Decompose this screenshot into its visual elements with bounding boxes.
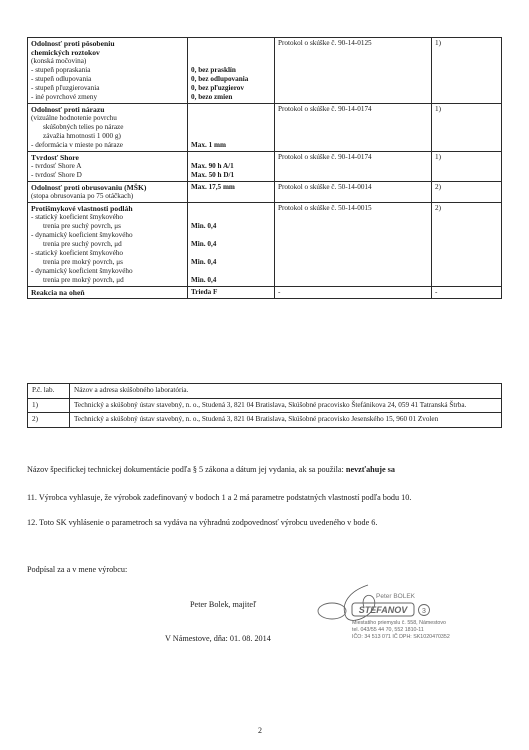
value-spacer: [191, 57, 271, 66]
property-label: - iné povrchové zmeny: [31, 93, 98, 101]
property-row: [28, 38, 502, 104]
property-value: Max. 17,5 mm: [191, 183, 235, 191]
property-label: - tvrdosť Shore A: [31, 162, 82, 170]
value-spacer: [191, 204, 271, 213]
stamp-graphic: [310, 583, 475, 645]
test-report-ref: Protokol o skúške č. 90-14-0125: [275, 38, 432, 104]
test-report-ref: Protokol o skúške č. 50-14-0014: [275, 182, 432, 203]
property-name-cell: [28, 203, 188, 287]
property-value: Min. 0,4: [191, 240, 217, 248]
spec-doc-text: Názov špecifickej technickej dokumentácie podľa § 5 zákona a dátum jej vydania, ak sa použila:: [27, 465, 346, 474]
property-label: Odolnosť proti pôsobeniu: [31, 39, 115, 48]
value-spacer: [191, 249, 271, 258]
lab-note: 2): [432, 182, 502, 203]
property-value: Min. 0,4: [191, 222, 217, 230]
labs-row-num: 2): [28, 413, 70, 428]
stamp-line: tel. 043/55 44 70, 552 1810-11: [352, 627, 424, 633]
labs-row-num: 1): [28, 398, 70, 413]
property-label: - deformácia v mieste po náraze: [31, 141, 123, 149]
value-spacer: [191, 132, 271, 141]
test-report-ref: Protokol o skúške č. 90-14-0174: [275, 104, 432, 152]
property-label: (vizuálne hodnotenie povrchu: [31, 114, 117, 122]
value-spacer: [191, 213, 271, 222]
property-label: trenia pre suchý povrch, μd: [43, 240, 122, 248]
property-row: [28, 287, 502, 299]
property-value: Max. 50 h D/1: [191, 171, 235, 179]
property-row: [28, 203, 502, 287]
property-value: Max. 1 mm: [191, 141, 226, 149]
property-value-cell: [188, 104, 275, 152]
lab-note: -: [432, 287, 502, 299]
property-label: Odolnosť proti nárazu: [31, 105, 105, 114]
test-report-ref: Protokol o skúške č. 50-14-0015: [275, 203, 432, 287]
property-label: - statický koeficient šmykového: [31, 249, 124, 257]
property-label: - dynamický koeficient šmykového: [31, 267, 133, 275]
spec-doc-value: nevzťahuje sa: [345, 465, 395, 474]
property-label: trenia pre suchý povrch, μs: [43, 222, 121, 230]
property-label: (konská močovina): [31, 57, 87, 65]
declaration-paragraph-12: 12. Toto SK vyhlásenie o parametroch sa vydáva na výhradnú zodpovednosť výrobcu uvedeného v bode 6.: [27, 518, 378, 527]
signed-for-label: Podpísal za a v mene výrobcu:: [27, 565, 128, 574]
property-label: trenia pre mokrý povrch, μd: [43, 276, 124, 284]
value-spacer: [191, 267, 271, 276]
lab-note: 1): [432, 38, 502, 104]
stamp-owner: Peter BOLEK: [376, 593, 416, 600]
lab-note: 2): [432, 203, 502, 287]
property-value-cell: [188, 203, 275, 287]
place-and-date: V Námestove, dňa: 01. 08. 2014: [165, 634, 271, 643]
labs-row-name: Technický a skúšobný ústav stavebný, n. o., Studená 3, 821 04 Bratislava, Skúšobné pracovisko Jesenského 15, 960 01 Zvolen: [70, 413, 502, 428]
labs-header-name: Názov a adresa skúšobného laboratória.: [70, 384, 502, 399]
property-label: skúšobných telies po náraze: [43, 123, 124, 131]
value-spacer: [191, 231, 271, 240]
value-spacer: [191, 105, 271, 114]
test-report-ref: Protokol o skúške č. 90-14-0174: [275, 152, 432, 182]
property-name-cell: [28, 104, 188, 152]
property-label: závažia hmotnosti 1 000 g): [43, 132, 121, 140]
lab-note: 1): [432, 152, 502, 182]
property-name-cell: [28, 152, 188, 182]
company-stamp: [310, 583, 475, 645]
test-report-ref: -: [275, 287, 432, 299]
value-spacer: [191, 48, 271, 57]
property-label: Reakcia na oheň: [31, 288, 85, 297]
property-label: - tvrdosť Shore D: [31, 171, 82, 179]
stamp-brand: STEFANOV: [358, 605, 408, 615]
declaration-paragraph-11: 11. Výrobca vyhlasuje, že výrobok zadefinovaný v bodoch 1 a 2 má parametre podstatných vlastností podľa bodu 10.: [27, 493, 412, 502]
property-name-cell: [28, 287, 188, 299]
property-label: - statický koeficient šmykového: [31, 213, 124, 221]
property-value: 0, bez odlupovania: [191, 75, 249, 83]
property-label: trenia pre mokrý povrch, μs: [43, 258, 123, 266]
property-label: - stupeň odlupovania: [31, 75, 92, 83]
property-value-cell: [188, 152, 275, 182]
property-value: Min. 0,4: [191, 258, 217, 266]
stamp-line: Miestatiho priemyslu č. 558, Námestovo: [352, 620, 446, 626]
property-label: - dynamický koeficient šmykového: [31, 231, 133, 239]
value-spacer: [191, 153, 271, 162]
property-value: Max. 90 h A/1: [191, 162, 234, 170]
value-spacer: [191, 114, 271, 123]
property-row: [28, 182, 502, 203]
value-spacer: [191, 192, 271, 201]
stamp-line: IČO: 34 513 071 IČ DPH: SK1020470352: [352, 634, 450, 640]
labs-row: [28, 398, 502, 413]
labs-header-num: P.č. lab.: [28, 384, 70, 399]
lab-note: 1): [432, 104, 502, 152]
labs-row-name: Technický a skúšobný ústav stavebný, n. o., Studená 3, 821 04 Bratislava, Skúšobné pracovisko Štefánikova 24, 059 41 Tatranská Štrba.: [70, 398, 502, 413]
property-label: Protišmykové vlastnosti podláh: [31, 204, 133, 213]
property-label: Tvrdosť Shore: [31, 153, 79, 162]
property-row: [28, 152, 502, 182]
property-name-cell: [28, 38, 188, 104]
property-value: 0, bezo zmien: [191, 93, 233, 101]
property-value: 0, bez pľuzgierov: [191, 84, 244, 92]
property-value-cell: [188, 182, 275, 203]
property-label: - stupeň pľuzgierovania: [31, 84, 100, 92]
labs-row: [28, 413, 502, 428]
value-spacer: [191, 39, 271, 48]
property-value: Min. 0,4: [191, 276, 217, 284]
labs-header-row: [28, 384, 502, 399]
properties-table: [27, 37, 502, 299]
property-label: chemických roztokov: [31, 48, 100, 57]
page-number: 2: [258, 726, 262, 735]
signer-name: Peter Bolek, majiteľ: [190, 600, 257, 609]
property-value: 0, bez prasklín: [191, 66, 236, 74]
stamp-number: 3: [422, 608, 426, 615]
property-value: Trieda F: [191, 288, 218, 296]
property-name-cell: [28, 182, 188, 203]
property-label: - stupeň popraskania: [31, 66, 91, 74]
property-label: (stopa obrusovania po 75 otáčkach): [31, 192, 134, 200]
laboratories-table: [27, 383, 502, 428]
property-label: Odolnosť proti obrusovaniu (MŠK): [31, 183, 147, 192]
spec-doc-paragraph: [27, 464, 507, 475]
value-spacer: [191, 123, 271, 132]
property-value-cell: [188, 287, 275, 299]
property-value-cell: [188, 38, 275, 104]
stamp-logo-oval: [318, 603, 346, 619]
property-row: [28, 104, 502, 152]
